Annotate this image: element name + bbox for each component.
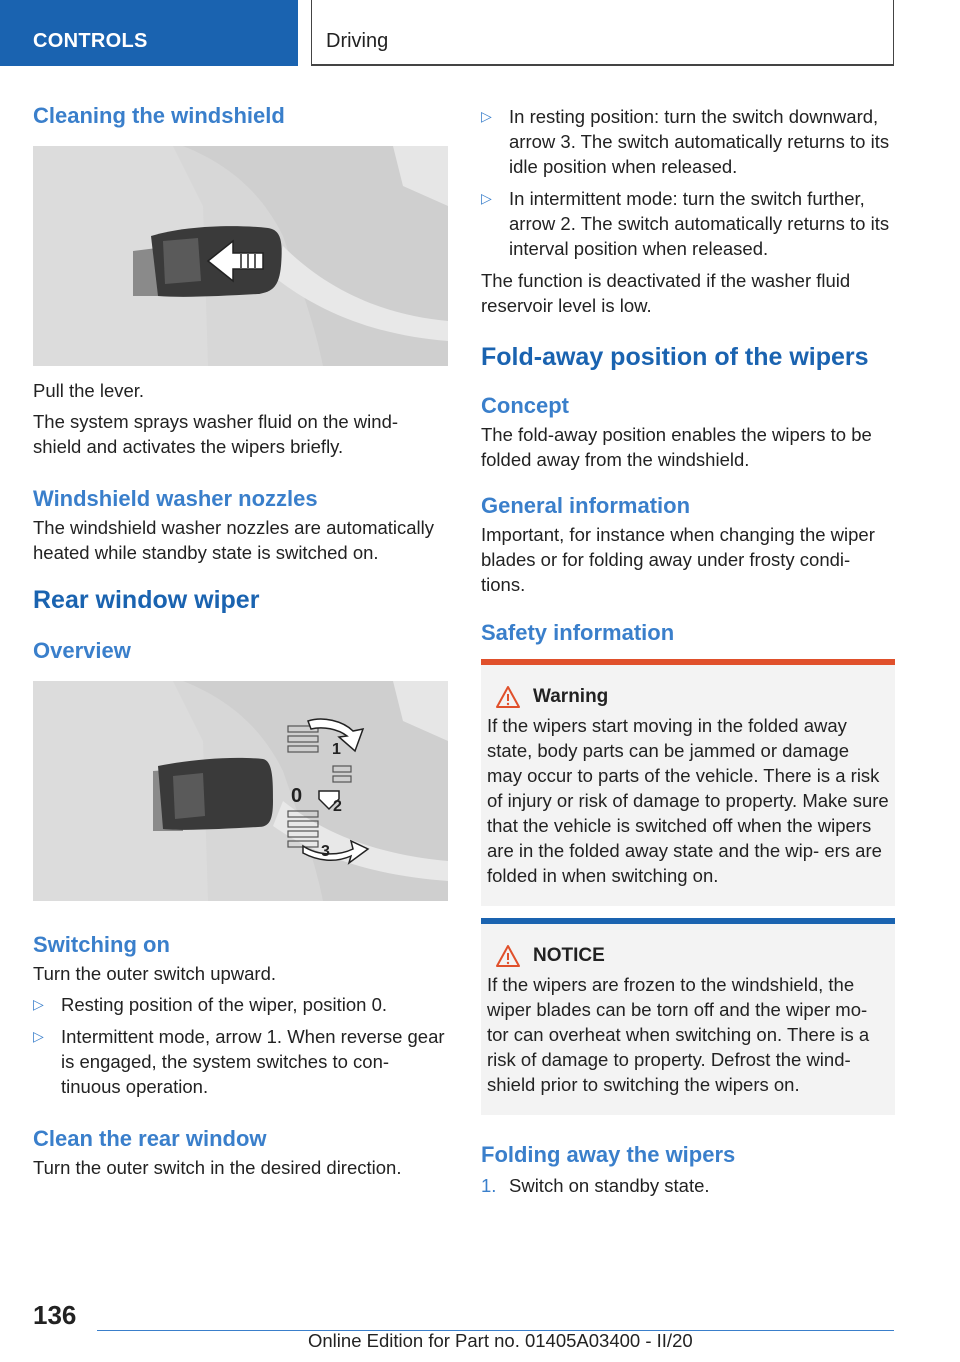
arrow-3-label: 3: [321, 843, 330, 860]
section-tab: [0, 0, 298, 66]
foldaway-heading: Fold-away position of the wipers: [481, 343, 869, 371]
overview-heading: Overview: [33, 638, 131, 663]
notice-triangle-icon: [495, 944, 521, 968]
warning-text: If the wipers start moving in the folded away state, body parts can be jammed or damage may occur to parts of the vehicle. There is a risk of injury or risk of damage to property. Make sure that the vehicle is switched off when the wipers are in the folded away state and the wip‐ ers are folded in when switching on.: [487, 715, 889, 886]
deactivated-text: The function is deactivated if the washer fluid reservoir level is low.: [481, 270, 851, 316]
general-info-heading: General information: [481, 493, 691, 518]
header-underline: [311, 64, 894, 66]
safety-info-heading: Safety information: [481, 620, 675, 645]
clean-windshield-heading: Cleaning the windshield: [33, 103, 285, 128]
nozzles-text: The windshield washer nozzles are automatically heated while standby state is switched on.: [33, 517, 435, 563]
bullet-triangle-icon: ▷: [33, 1028, 44, 1044]
sprays-text: The system sprays washer fluid on the wind‐ shield and activates the wipers briefly.: [33, 411, 399, 457]
arrow-2-label: 2: [333, 798, 342, 815]
list-item: ▷ Resting position of the wiper, position 0.: [33, 994, 387, 1015]
warning-callout: [481, 659, 895, 906]
rear-wiper-heading: Rear window wiper: [33, 586, 260, 614]
list-item: 1. Switch on standby state.: [481, 1175, 710, 1196]
section-label: CONTROLS: [33, 30, 148, 52]
left-column: [33, 100, 448, 1180]
bullet-triangle-icon: ▷: [33, 996, 44, 1012]
notice-bar: [481, 918, 895, 924]
page-number: 136: [33, 1300, 77, 1330]
clean-rear-text: Turn the outer switch in the desired direction.: [33, 1157, 402, 1178]
right-column: [481, 104, 895, 1198]
windshield-lever-figure: [33, 146, 448, 366]
nozzles-heading: Windshield washer nozzles: [33, 486, 318, 511]
rear-wiper-switch-figure: [33, 681, 448, 901]
notice-callout: [481, 918, 895, 1115]
general-info-text: Important, for instance when changing the wiper blades or for folding away under frosty condi‐ tions.: [481, 524, 875, 595]
list-item: ▷ In resting position: turn the switch downward, arrow 3. The switch automatically returns to its idle position when released.: [481, 106, 890, 177]
folding-away-heading: Folding away the wipers: [481, 1142, 736, 1167]
bullet-triangle-icon: ▷: [481, 190, 492, 206]
folding-steps: [481, 1173, 895, 1198]
notice-text: If the wipers are frozen to the windshield, the wiper blades can be torn off and the wiper mo‐ tor can overheat when switching on. There is a risk of damage to property. Defrost the wind‐ shield prior to switching the wipers on.: [487, 974, 870, 1095]
step-number: 1.: [481, 1175, 497, 1196]
list-item: ▷ In intermittent mode: turn the switch further, arrow 2. The switch automatically returns to its interval position when released.: [481, 188, 890, 259]
concept-heading: Concept: [481, 393, 569, 418]
concept-text: The fold-away position enables the wipers to be folded away from the windshield.: [481, 424, 872, 470]
notice-title: NOTICE: [533, 945, 605, 966]
list-item: ▷ Intermittent mode, arrow 1. When reverse gear is engaged, the system switches to con‐ tinuous operation.: [33, 1026, 445, 1097]
warning-triangle-icon: [495, 685, 521, 709]
clean-rear-heading: Clean the rear window: [33, 1126, 267, 1151]
header-divider: [311, 0, 312, 66]
right-bullets: [481, 104, 895, 261]
header-divider-right: [893, 0, 894, 66]
warning-title: Warning: [533, 686, 609, 707]
chapter-label: Driving: [326, 30, 389, 52]
pull-lever-text: Pull the lever.: [33, 380, 145, 401]
page-header: [0, 0, 960, 66]
warning-bar: [481, 659, 895, 665]
position-0-label: 0: [291, 785, 303, 807]
switching-on-text: Turn the outer switch upward.: [33, 963, 277, 984]
switching-on-heading: Switching on: [33, 932, 170, 957]
bullet-triangle-icon: ▷: [481, 108, 492, 124]
arrow-1-label: 1: [332, 741, 341, 758]
switching-bullets: [33, 992, 448, 1099]
edition-text: Online Edition for Part no. 01405A03400 - II/20: [308, 1330, 693, 1351]
